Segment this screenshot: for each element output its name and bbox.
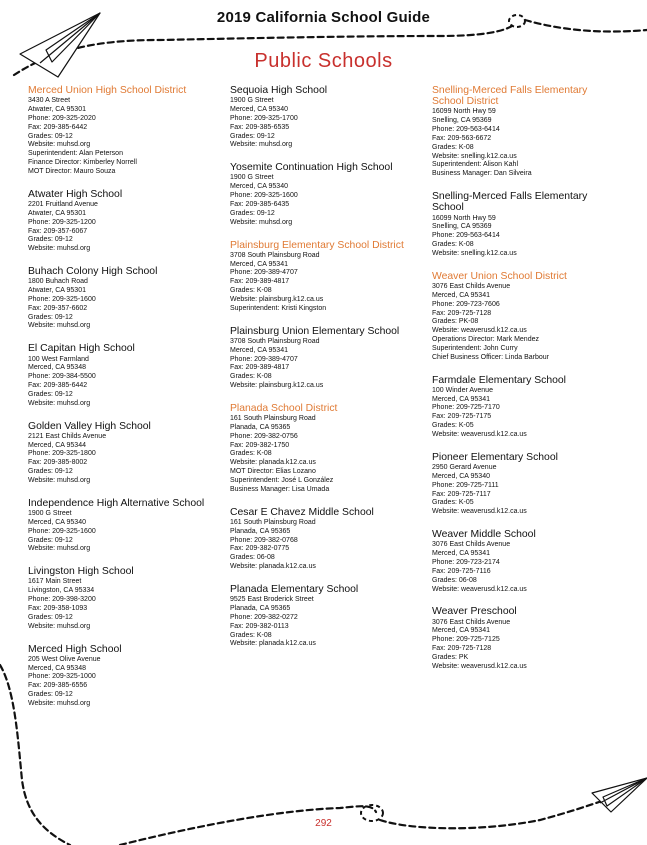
- directory-column-left: [28, 85, 216, 721]
- entry-detail-line: 9525 East Broderick Street: [230, 596, 314, 604]
- entry-detail-line: Website: weaverusd.k12.ca.us: [432, 508, 527, 516]
- entry-detail-line: Website: muhsd.org: [28, 477, 91, 485]
- entry-detail-line: Phone: 209-723-2174: [432, 559, 500, 566]
- entry-detail-line: Phone: 209-725-7111: [432, 481, 499, 489]
- entry-detail-line: Phone: 209-563-6414: [432, 126, 500, 134]
- entry-detail-line: Fax: 209-725-7128: [432, 645, 492, 653]
- entry-detail-line: Phone: 209-325-1600: [230, 192, 298, 200]
- guide-title: 2019 California School Guide: [216, 9, 431, 26]
- entry-detail-line: Phone: 209-398-3200: [28, 596, 96, 604]
- entry-detail-line: Merced, CA 95341: [230, 346, 288, 354]
- entry-detail-line: 2950 Gerard Avenue: [432, 464, 497, 472]
- entry-detail-line: 205 West Olive Avenue: [28, 655, 101, 663]
- entry-detail-line: Phone: 209-325-1000: [28, 673, 96, 681]
- entry-detail-line: 3708 South Plainsburg Road: [230, 337, 320, 345]
- school-entry: [28, 644, 216, 709]
- entry-detail-line: Fax: 209-382-1750: [230, 441, 290, 449]
- entry-detail-line: Phone: 209-325-2020: [28, 114, 96, 122]
- school-name: Yosemite Continuation High School: [230, 162, 393, 174]
- entry-detail-line: Website: muhsd.org: [28, 545, 91, 553]
- directory-column-middle: [230, 85, 422, 661]
- entry-detail-line: Atwater, CA 95301: [28, 287, 86, 295]
- district-name: Merced Union High School District: [28, 85, 187, 96]
- entry-detail-line: Atwater, CA 95301: [28, 209, 86, 217]
- school-name: Livingston High School: [28, 566, 134, 578]
- entry-detail-line: Merced, CA 95344: [28, 441, 86, 449]
- school-name: Independence High Alternative School: [28, 497, 205, 509]
- entry-detail-line: 1900 G Street: [28, 510, 72, 518]
- entry-detail-line: Website: plainsburg.k12.ca.us: [230, 382, 324, 390]
- entry-detail-line: 1900 G Street: [230, 174, 274, 182]
- entry-detail-line: 1900 G Street: [230, 97, 274, 105]
- entry-detail-line: Website: snelling.k12.ca.us: [432, 249, 517, 257]
- entry-detail-line: Website: muhsd.org: [28, 322, 91, 330]
- entry-detail-line: Phone: 209-325-1600: [28, 295, 96, 303]
- entry-detail-line: Grades: 09-12: [230, 209, 275, 217]
- school-name: Atwater High School: [28, 188, 123, 200]
- entry-detail-line: Grades: K-08: [432, 143, 474, 151]
- district-entry: [432, 85, 617, 179]
- entry-detail-line: Merced, CA 95341: [432, 550, 490, 558]
- entry-detail-line: 161 South Plainsburg Road: [230, 415, 316, 423]
- district-entry: [230, 240, 422, 314]
- entry-detail-line: Fax: 209-357-6067: [28, 227, 88, 235]
- entry-detail-line: Fax: 209-725-7116: [432, 567, 491, 575]
- entry-detail-line: Grades: K-08: [230, 373, 272, 381]
- entry-detail-line: Fax: 209-385-6442: [28, 123, 88, 131]
- school-entry: [28, 566, 216, 631]
- entry-detail-line: Snelling, CA 95369: [432, 223, 492, 231]
- entry-detail-line: Grades: 09-12: [28, 613, 73, 621]
- entry-detail-line: Merced, CA 95341: [230, 260, 288, 268]
- entry-detail-line: Planada, CA 95365: [230, 527, 291, 535]
- school-entry: [230, 85, 422, 150]
- entry-detail-line: Website: planada.k12.ca.us: [230, 459, 316, 467]
- entry-detail-line: Website: snelling.k12.ca.us: [432, 152, 517, 160]
- entry-detail-line: Grades: 09-12: [28, 468, 73, 476]
- entry-detail-line: 3430 A Street: [28, 97, 71, 105]
- school-entry: [230, 584, 422, 649]
- entry-detail-line: Chief Business Officer: Linda Barbour: [432, 353, 549, 361]
- entry-detail-line: Website: muhsd.org: [28, 141, 91, 149]
- entry-detail-line: Grades: 06-08: [230, 554, 275, 562]
- entry-detail-line: Website: planada.k12.ca.us: [230, 640, 316, 648]
- school-entry: [28, 189, 216, 254]
- school-name: Weaver Middle School: [432, 529, 536, 541]
- school-name: Farmdale Elementary School: [432, 374, 566, 386]
- entry-detail-line: Grades: PK-08: [432, 318, 479, 326]
- entry-detail-line: Superintendent: Alison Kahl: [432, 161, 519, 169]
- entry-detail-line: 100 Winder Avenue: [432, 386, 493, 394]
- entry-detail-line: Grades: 09-12: [28, 536, 73, 544]
- entry-detail-line: Fax: 209-725-7117: [432, 490, 491, 498]
- school-name: El Capitan High School: [28, 343, 135, 355]
- entry-detail-line: 100 West Farmland: [28, 355, 89, 363]
- section-title: Public Schools: [254, 50, 393, 72]
- school-name: Buhach Colony High School: [28, 266, 158, 278]
- district-name: Planada School District: [230, 402, 338, 414]
- entry-detail-line: Fax: 209-385-8002: [28, 459, 88, 467]
- school-name: Sequoia High School: [230, 85, 328, 96]
- school-entry: [28, 498, 216, 554]
- entry-detail-line: Superintendent: José L González: [230, 477, 334, 485]
- entry-detail-line: Phone: 209-563-6414: [432, 232, 500, 240]
- entry-detail-line: Phone: 209-389-4707: [230, 355, 298, 363]
- entry-detail-line: Business Manager: Dan Silveira: [432, 170, 532, 178]
- entry-detail-line: Website: muhsd.org: [28, 622, 91, 630]
- entry-detail-line: MOT Director: Mauro Souza: [28, 167, 116, 175]
- school-name: Weaver Preschool: [432, 606, 517, 618]
- entry-detail-line: Fax: 209-385-6435: [230, 201, 290, 208]
- entry-detail-line: Website: muhsd.org: [28, 245, 91, 253]
- entry-detail-line: Website: muhsd.org: [230, 218, 293, 226]
- entry-detail-line: Livingston, CA 95334: [28, 587, 95, 595]
- entry-detail-line: Grades: K-05: [432, 499, 474, 507]
- entry-detail-line: Fax: 209-385-6442: [28, 382, 88, 390]
- entry-detail-line: Grades: 09-12: [28, 390, 73, 398]
- entry-detail-line: Superintendent: John Curry: [432, 344, 518, 352]
- entry-detail-line: Merced, CA 95341: [432, 395, 490, 403]
- entry-detail-line: Phone: 209-382-0756: [230, 432, 298, 440]
- entry-detail-line: Merced, CA 95340: [230, 183, 288, 191]
- entry-detail-line: Fax: 209-385-6556: [28, 682, 88, 690]
- school-name: Cesar E Chavez Middle School: [230, 506, 374, 518]
- entry-detail-line: Finance Director: Kimberley Norrell: [28, 159, 137, 167]
- school-entry: [432, 606, 617, 671]
- school-name: Planada Elementary School: [230, 583, 359, 595]
- school-entry: [432, 529, 617, 594]
- school-name: Snelling-Merced Falls Elementary School: [432, 191, 588, 214]
- entry-detail-line: 3076 East Childs Avenue: [432, 541, 511, 549]
- district-entry: [432, 271, 617, 363]
- entry-detail-line: Merced, CA 95340: [28, 518, 86, 526]
- entry-detail-line: Grades: 09-12: [230, 132, 275, 140]
- entry-detail-line: 2201 Fruitland Avenue: [28, 201, 98, 208]
- entry-detail-line: Fax: 209-382-0775: [230, 545, 290, 553]
- entry-detail-line: Grades: 09-12: [28, 313, 73, 321]
- entry-detail-line: 3076 East Childs Avenue: [432, 618, 511, 626]
- entry-detail-line: 16099 North Hwy 59: [432, 108, 496, 116]
- school-entry: [432, 452, 617, 517]
- entry-detail-line: Fax: 209-389-4817: [230, 278, 290, 286]
- entry-detail-line: 1800 Buhach Road: [28, 278, 88, 286]
- entry-detail-line: 3076 East Childs Avenue: [432, 282, 511, 290]
- entry-detail-line: Phone: 209-382-0768: [230, 536, 298, 544]
- entry-detail-line: Phone: 209-725-7170: [432, 404, 500, 412]
- school-name: Plainsburg Union Elementary School: [230, 325, 400, 337]
- entry-detail-line: Grades: K-08: [432, 241, 474, 249]
- district-name: Weaver Union School District: [432, 270, 567, 282]
- entry-detail-line: Merced, CA 95341: [432, 627, 490, 635]
- school-entry: [432, 191, 617, 259]
- entry-detail-line: Phone: 209-325-1700: [230, 114, 298, 122]
- entry-detail-line: Website: muhsd.org: [28, 399, 91, 407]
- entry-detail-line: 2121 East Childs Avenue: [28, 432, 107, 440]
- entry-detail-line: Superintendent: Kristi Kingston: [230, 304, 327, 312]
- entry-detail-line: Website: weaverusd.k12.ca.us: [432, 662, 527, 670]
- entry-detail-line: Website: muhsd.org: [28, 699, 91, 707]
- entry-detail-line: Operations Director: Mark Mendez: [432, 336, 539, 344]
- entry-detail-line: Merced, CA 95340: [432, 472, 490, 480]
- entry-detail-line: Grades: 09-12: [28, 236, 73, 244]
- district-name: Plainsburg Elementary School District: [230, 239, 404, 251]
- page-number: 292: [315, 818, 332, 829]
- entry-detail-line: Merced, CA 95348: [28, 664, 86, 672]
- entry-detail-line: Merced, CA 95348: [28, 364, 86, 372]
- entry-detail-line: Phone: 209-725-7125: [432, 636, 500, 644]
- entry-detail-line: Website: plainsburg.k12.ca.us: [230, 295, 324, 303]
- entry-detail-line: Fax: 209-725-7175: [432, 413, 492, 421]
- entry-detail-line: Grades: K-08: [230, 287, 272, 295]
- school-entry: [28, 343, 216, 408]
- school-name: Golden Valley High School: [28, 420, 151, 432]
- school-entry: [28, 266, 216, 331]
- entry-detail-line: Fax: 209-357-6602: [28, 304, 88, 312]
- entry-detail-line: Planada, CA 95365: [230, 423, 291, 431]
- entry-detail-line: Grades: 09-12: [28, 132, 73, 140]
- entry-detail-line: Superintendent: Alan Peterson: [28, 150, 123, 158]
- school-entry: [230, 507, 422, 572]
- entry-detail-line: Fax: 209-358-1093: [28, 605, 88, 613]
- entry-detail-line: 3708 South Plainsburg Road: [230, 251, 320, 259]
- entry-detail-line: Grades: K-05: [432, 422, 474, 430]
- entry-detail-line: Grades: PK: [432, 653, 469, 661]
- entry-detail-line: Grades: K-08: [230, 450, 272, 458]
- entry-detail-line: Website: weaverusd.k12.ca.us: [432, 585, 527, 593]
- entry-detail-line: Website: weaverusd.k12.ca.us: [432, 327, 527, 335]
- entry-detail-line: Phone: 209-382-0272: [230, 613, 298, 621]
- district-entry: [28, 85, 216, 177]
- entry-detail-line: Grades: K-08: [230, 631, 272, 639]
- entry-detail-line: Website: muhsd.org: [230, 141, 293, 149]
- paper-plane-icon: [592, 778, 647, 812]
- district-entry: [230, 403, 422, 495]
- entry-detail-line: Snelling, CA 95369: [432, 117, 492, 125]
- directory-column-right: [432, 85, 617, 684]
- entry-detail-line: Merced, CA 95341: [432, 291, 490, 299]
- entry-detail-line: Phone: 209-325-1600: [28, 527, 96, 535]
- entry-detail-line: Atwater, CA 95301: [28, 106, 86, 114]
- entry-detail-line: 161 South Plainsburg Road: [230, 518, 316, 526]
- school-name: Pioneer Elementary School: [432, 451, 558, 463]
- entry-detail-line: Phone: 209-325-1800: [28, 450, 96, 458]
- entry-detail-line: 1617 Main Street: [28, 578, 82, 586]
- school-entry: [230, 326, 422, 391]
- entry-detail-line: Phone: 209-389-4707: [230, 269, 298, 277]
- entry-detail-line: Fax: 209-389-4817: [230, 364, 290, 372]
- entry-detail-line: Merced, CA 95340: [230, 106, 288, 114]
- entry-detail-line: Fax: 209-725-7128: [432, 309, 492, 317]
- district-name: Snelling-Merced Falls Elementary School District: [432, 85, 588, 108]
- school-entry: [28, 421, 216, 486]
- entry-detail-line: Fax: 209-382-0113: [230, 622, 289, 630]
- entry-detail-line: Phone: 209-384-5500: [28, 373, 96, 381]
- entry-detail-line: Website: weaverusd.k12.ca.us: [432, 431, 527, 438]
- school-entry: [432, 375, 617, 440]
- entry-detail-line: Grades: 06-08: [432, 576, 477, 584]
- entry-detail-line: Phone: 209-325-1200: [28, 218, 96, 226]
- entry-detail-line: MOT Director: Elias Lozano: [230, 468, 316, 476]
- school-name: Merced High School: [28, 643, 122, 655]
- entry-detail-line: Business Manager: Lisa Umada: [230, 485, 330, 493]
- entry-detail-line: Grades: 09-12: [28, 691, 73, 699]
- entry-detail-line: 16099 North Hwy 59: [432, 214, 496, 222]
- entry-detail-line: Fax: 209-563-6672: [432, 134, 492, 142]
- entry-detail-line: Fax: 209-385-6535: [230, 123, 290, 131]
- school-entry: [230, 162, 422, 227]
- entry-detail-line: Phone: 209-723-7606: [432, 300, 500, 308]
- entry-detail-line: Website: planada.k12.ca.us: [230, 563, 316, 571]
- entry-detail-line: Planada, CA 95365: [230, 605, 291, 613]
